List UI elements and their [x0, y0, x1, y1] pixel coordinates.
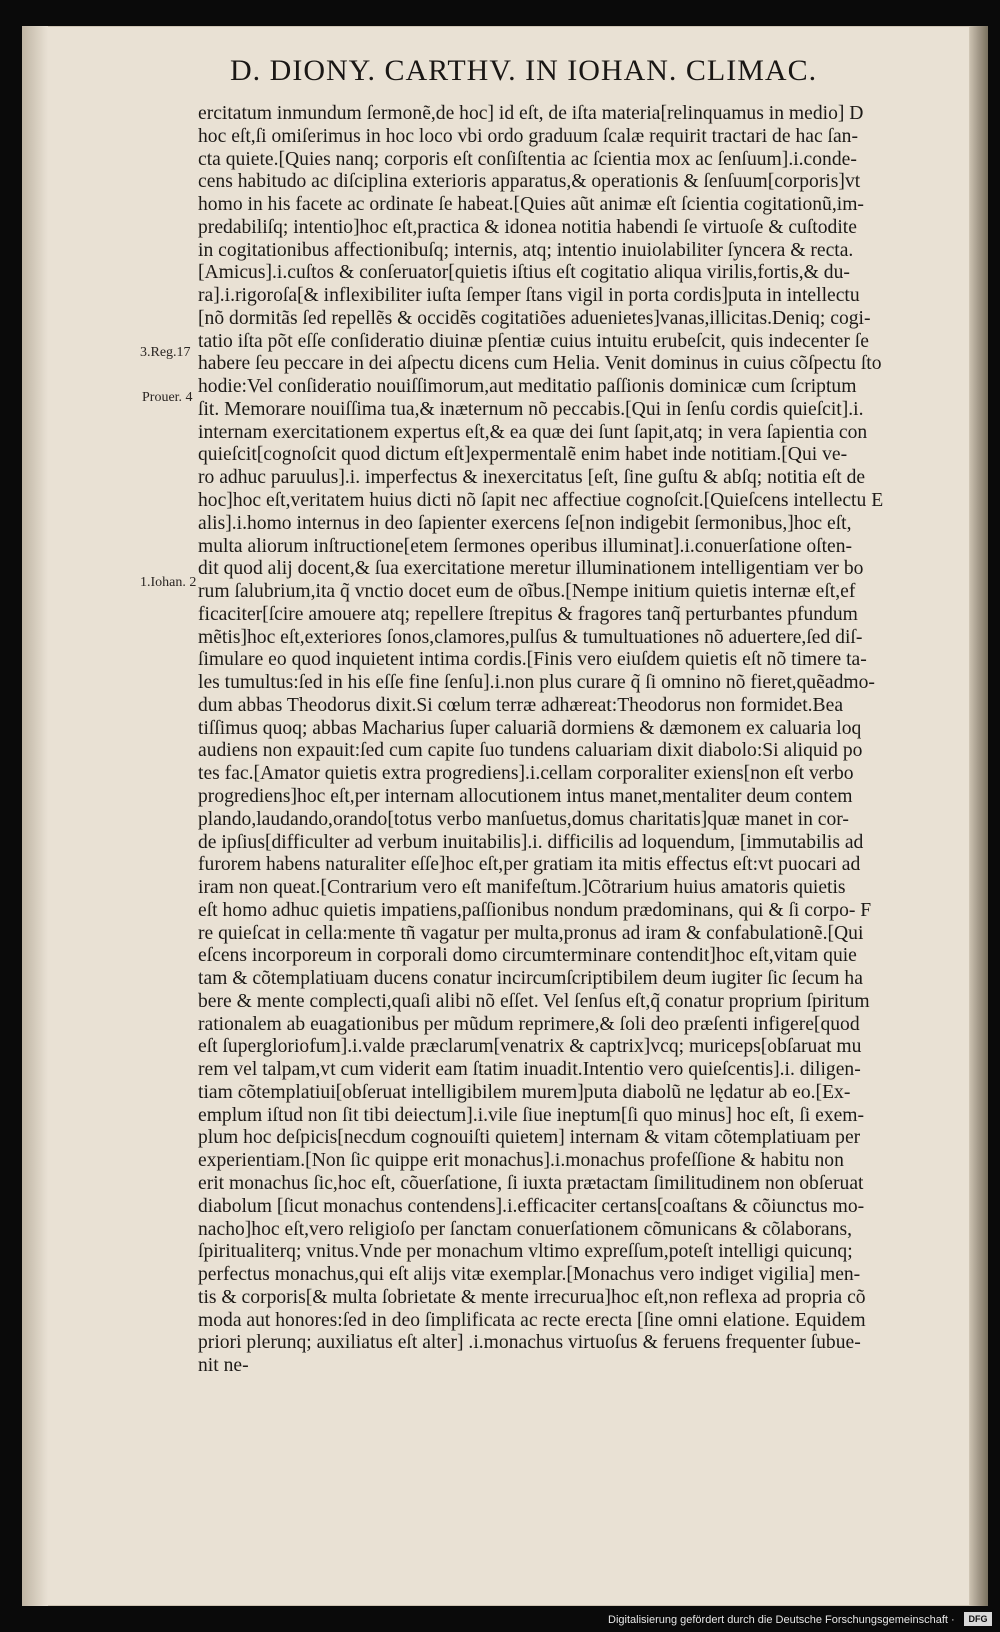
text-line: rem vel talpam,vt cum viderit eam ſtatim inuadit.Intentio vero quieſcentis].i. diligen- — [198, 1059, 861, 1081]
text-line: experientiam.[Non ſic quippe erit monachus].i.monachus profeſſione & habitu non — [198, 1150, 844, 1172]
text-line: tis & corporis[& multa ſobrietate & mente irrecurua]hoc eſt,non reflexa ad propria cõ — [198, 1286, 866, 1308]
text-line: mẽtis]hoc eſt,exteriores ſonos,clamores,pulſus & tumultuationes nõ aduertere,ſed diſ- — [198, 626, 863, 648]
text-line: tiam cõtemplatiui[obſeruat intelligibilem murem]puta diabolũ ne lędatur ab eo.[Ex- — [198, 1081, 851, 1103]
text-line: eſcens incorporeum in corporali domo circumterminare contendit]hoc eſt,vitam quie — [198, 945, 857, 967]
text-line: nit ne- — [198, 1355, 249, 1377]
text-line: plando,laudando,orando[totus verbo manſuetus,domus charitatis]quæ manet in cor- — [198, 808, 849, 830]
text-line: nacho]hoc eſt,vero religioſo per ſanctam conuerſationem cõmunicans & cõlaborans, — [198, 1218, 852, 1240]
text-line: quieſcit[cognoſcit quod dictum eſt]expermentalẽ enim habet inde notitiam.[Qui ve- — [198, 444, 848, 466]
text-line: tam & cõtemplatiuam ducens conatur incircumſcriptibilem deum iugiter ſic ſecum ha — [198, 968, 863, 990]
page-edge — [970, 26, 988, 1606]
text-line: priori plerunq; auxiliatus eſt alter] .i.monachus virtuoſus & feruens frequenter ſubue- — [198, 1332, 861, 1354]
text-line: ſimulare eo quod inquietent intima cordis.[Finis vero eiuſdem quietis eſt nõ timere ta- — [198, 649, 867, 671]
text-line: ſpiritualiterq; vnitus.Vnde per monachum vltimo expreſſum,poteſt intelligi quicunq; — [198, 1241, 853, 1263]
text-line: eſt homo adhuc quietis impatiens,paſſionibus nondum prædominans, qui & ſi corpo- F — [198, 899, 872, 921]
text-line: bere & mente complecti,quaſi alibi nõ eſſet. Vel ſenſus eſt,q̃ conatur proprium ſpiritum — [198, 990, 870, 1012]
text-line: eſt ſupergloriofum].i.valde præclarum[venatrix & captrix]vcq; muriceps[obſaruat mu — [198, 1036, 862, 1058]
text-line: ercitatum inmundum ſermonẽ,de hoc] id eſt, de iſta materia[relinquamus in medio] D — [198, 103, 864, 124]
dfg-logo: DFG — [964, 1612, 992, 1626]
text-line: hoc]hoc eſt,veritatem huius dicti nõ ſapit nec affectiue cognoſcit.[Quieſcens intellectu E — [198, 490, 884, 512]
text-line: tatio iſta põt eſſe conſideratio diuinæ pſentiæ cuius intuitu erubeſcit, quis indecenter ſe — [198, 330, 869, 352]
text-line: rationalem ab euagationibus per mũdum reprimere,& ſoli deo præſenti infigere[quod — [198, 1013, 860, 1035]
text-line: multa aliorum inſtructione[etem ſermones operibus illuminat].i.conuerſatione oſten- — [198, 535, 853, 557]
text-line: rum ſalubrium,ita q̃ vnctio docet eum de oĩbus.[Nempe initium quietis internæ eſt,ef — [198, 581, 856, 603]
text-line: tiſſimus quoq; abbas Macharius ſuper caluariã dormiens & dæmonem ex caluaria loq — [198, 717, 862, 739]
text-line: progrediens]hoc eſt,per internam allocutionem intus manet,mentaliter deum contem — [198, 785, 853, 807]
margin-note-reg: 3.Reg.17 — [140, 345, 191, 360]
text-line: tes fac.[Amator quietis extra progrediens].i.cellam corporaliter exiens[non eſt verbo — [198, 763, 854, 785]
text-line: hoc eſt,ſi omiſerimus in hoc loco vbi ordo graduum ſcalæ requirit tractari de hac ſan- — [198, 125, 858, 147]
text-line: cta quiete.[Quies nanq; corporis eſt conſiſtentia ac ſcientia mox ac ſenſuum].i.conde- — [198, 148, 857, 170]
text-line: diabolum [ſicut monachus contendens].i.efficaciter certans[coaſtans & cõiunctus mo- — [198, 1195, 865, 1217]
text-line: audiens non expauit:ſed cum capite ſuo tundens caluariam dixit diabolo:Si aliquid po — [198, 740, 863, 762]
text-line: alis].i.homo internus in deo ſapienter exercens ſe[non indigebit ſermonibus,]hoc eſt, — [198, 512, 852, 534]
text-line: les tumultus:ſed in his eſſe fine ſenſu].i.non plus curare q̃ ſi omnino nõ fieret,quẽadmo- — [198, 672, 875, 694]
page-body-text — [198, 103, 968, 1378]
text-line: moda aut honores:ſed in deo ſimplificata ac recte erecta [ſine omni elatione. Equidem — [198, 1309, 866, 1331]
text-line: [Amicus].i.cuſtos & conſeruator[quietis iſtius eſt cogitatio aliqua virilis,fortis,& du- — [198, 262, 850, 284]
text-line: ficaciter[ſcire amouere atq; repellere ſtrepitus & fragores tanq̃ perturbantes pfundum — [198, 603, 858, 625]
text-line: ſit. Memorare nouiſſima tua,& inæternum nõ peccabis.[Qui in ſenſu cordis quieſcit].i. — [198, 398, 864, 420]
text-line: homo in his facete ac ordinate ſe habeat.[Quies aũt animæ eſt ſcientia cogitationũ,im- — [198, 194, 864, 216]
margin-note-prouer: Prouer. 4 — [142, 390, 193, 405]
text-line: [nõ dormitãs ſed repellẽs & occidẽs cogitatiões aduenietes]vanas,illicitas.Deniq; cogi- — [198, 307, 871, 329]
text-line: predabiliſq; intentio]hoc eſt,practica & idonea notitia habendi ſe virtuoſe & cuſtodite — [198, 216, 857, 238]
text-line: in cogitationibus affectionibuſq; internis, atq; intentio inuiolabiliter ſyncera & recta. — [198, 239, 854, 261]
text-line: re quieſcat in cella:mente tñ vagatur per multa,pronus ad iram & confabulationẽ.[Qui — [198, 922, 864, 944]
text-line: ra].i.rigoroſa[& inflexibiliter iuſta ſemper ſtans vigil in porta cordis]puta in intellectu — [198, 285, 860, 307]
text-line: ro adhuc paruulus].i. imperfectus & inexercitatus [eſt, ſine guſtu & abſq; notitia eſt de — [198, 467, 866, 489]
text-line: cens habitudo ac diſciplina exterioris apparatus,& operationis & ſenſuum[corporis]vt — [198, 171, 861, 193]
text-line: hodie:Vel conſideratio nouiſſimorum,aut meditatio paſſionis dominicæ cum ſcriptum — [198, 376, 857, 398]
text-line: de ipſius[difficulter ad verbum inuitabilis].i. difficilis ad loquendum, [immutabilis ad — [198, 831, 864, 853]
text-line: perfectus monachus,qui eſt alijs vitæ exemplar.[Monachus vero indiget vigilia] men- — [198, 1264, 861, 1286]
text-line: iram non queat.[Contrarium vero eſt manifeſtum.]Cõtrarium huius amatoris quietis — [198, 877, 846, 899]
text-line: furorem habens naturaliter eſſe]hoc eſt,per gratiam ita mitis effectus eſt:vt puocari ad — [198, 854, 861, 876]
text-line: emplum iſtud non ſit tibi deiectum].i.vile ſiue ineptum[ſi quo minus] hoc eſt, ſi exem- — [198, 1104, 865, 1126]
text-line: habere ſeu peccare in dei aſpectu dicens cum Helia. Venit dominus in cuius cõſpectu ſto — [198, 353, 882, 375]
text-line: plum hoc deſpicis[necdum cognouiſti quietem] internam & vitam cõtemplatiuam per — [198, 1127, 861, 1149]
text-line: dum abbas Theodorus dixit.Si cœlum terræ adhæreat:Theodorus non formidet.Bea — [198, 694, 844, 716]
text-line: dit quod alij docent,& ſua exercitatione meretur illuminationem intelligentiam ver bo — [198, 558, 864, 580]
text-line: internam exercitationem expertus eſt,& ea quæ dei ſunt ſapit,atq; in vera ſapientia con — [198, 421, 868, 443]
margin-note-iohan: 1.Iohan. 2 — [140, 575, 197, 590]
text-line: erit monachus ſic,hoc eſt, cõuerſatione, ſi iuxta prætactam ſimilitudinem non obſeruat — [198, 1172, 864, 1194]
running-header: D. DIONY. CARTHV. IN IOHAN. CLIMAC. — [230, 54, 818, 87]
digitization-credit: Digitalisierung gefördert durch die Deutsche Forschungsgemeinschaft · — [608, 1614, 955, 1626]
